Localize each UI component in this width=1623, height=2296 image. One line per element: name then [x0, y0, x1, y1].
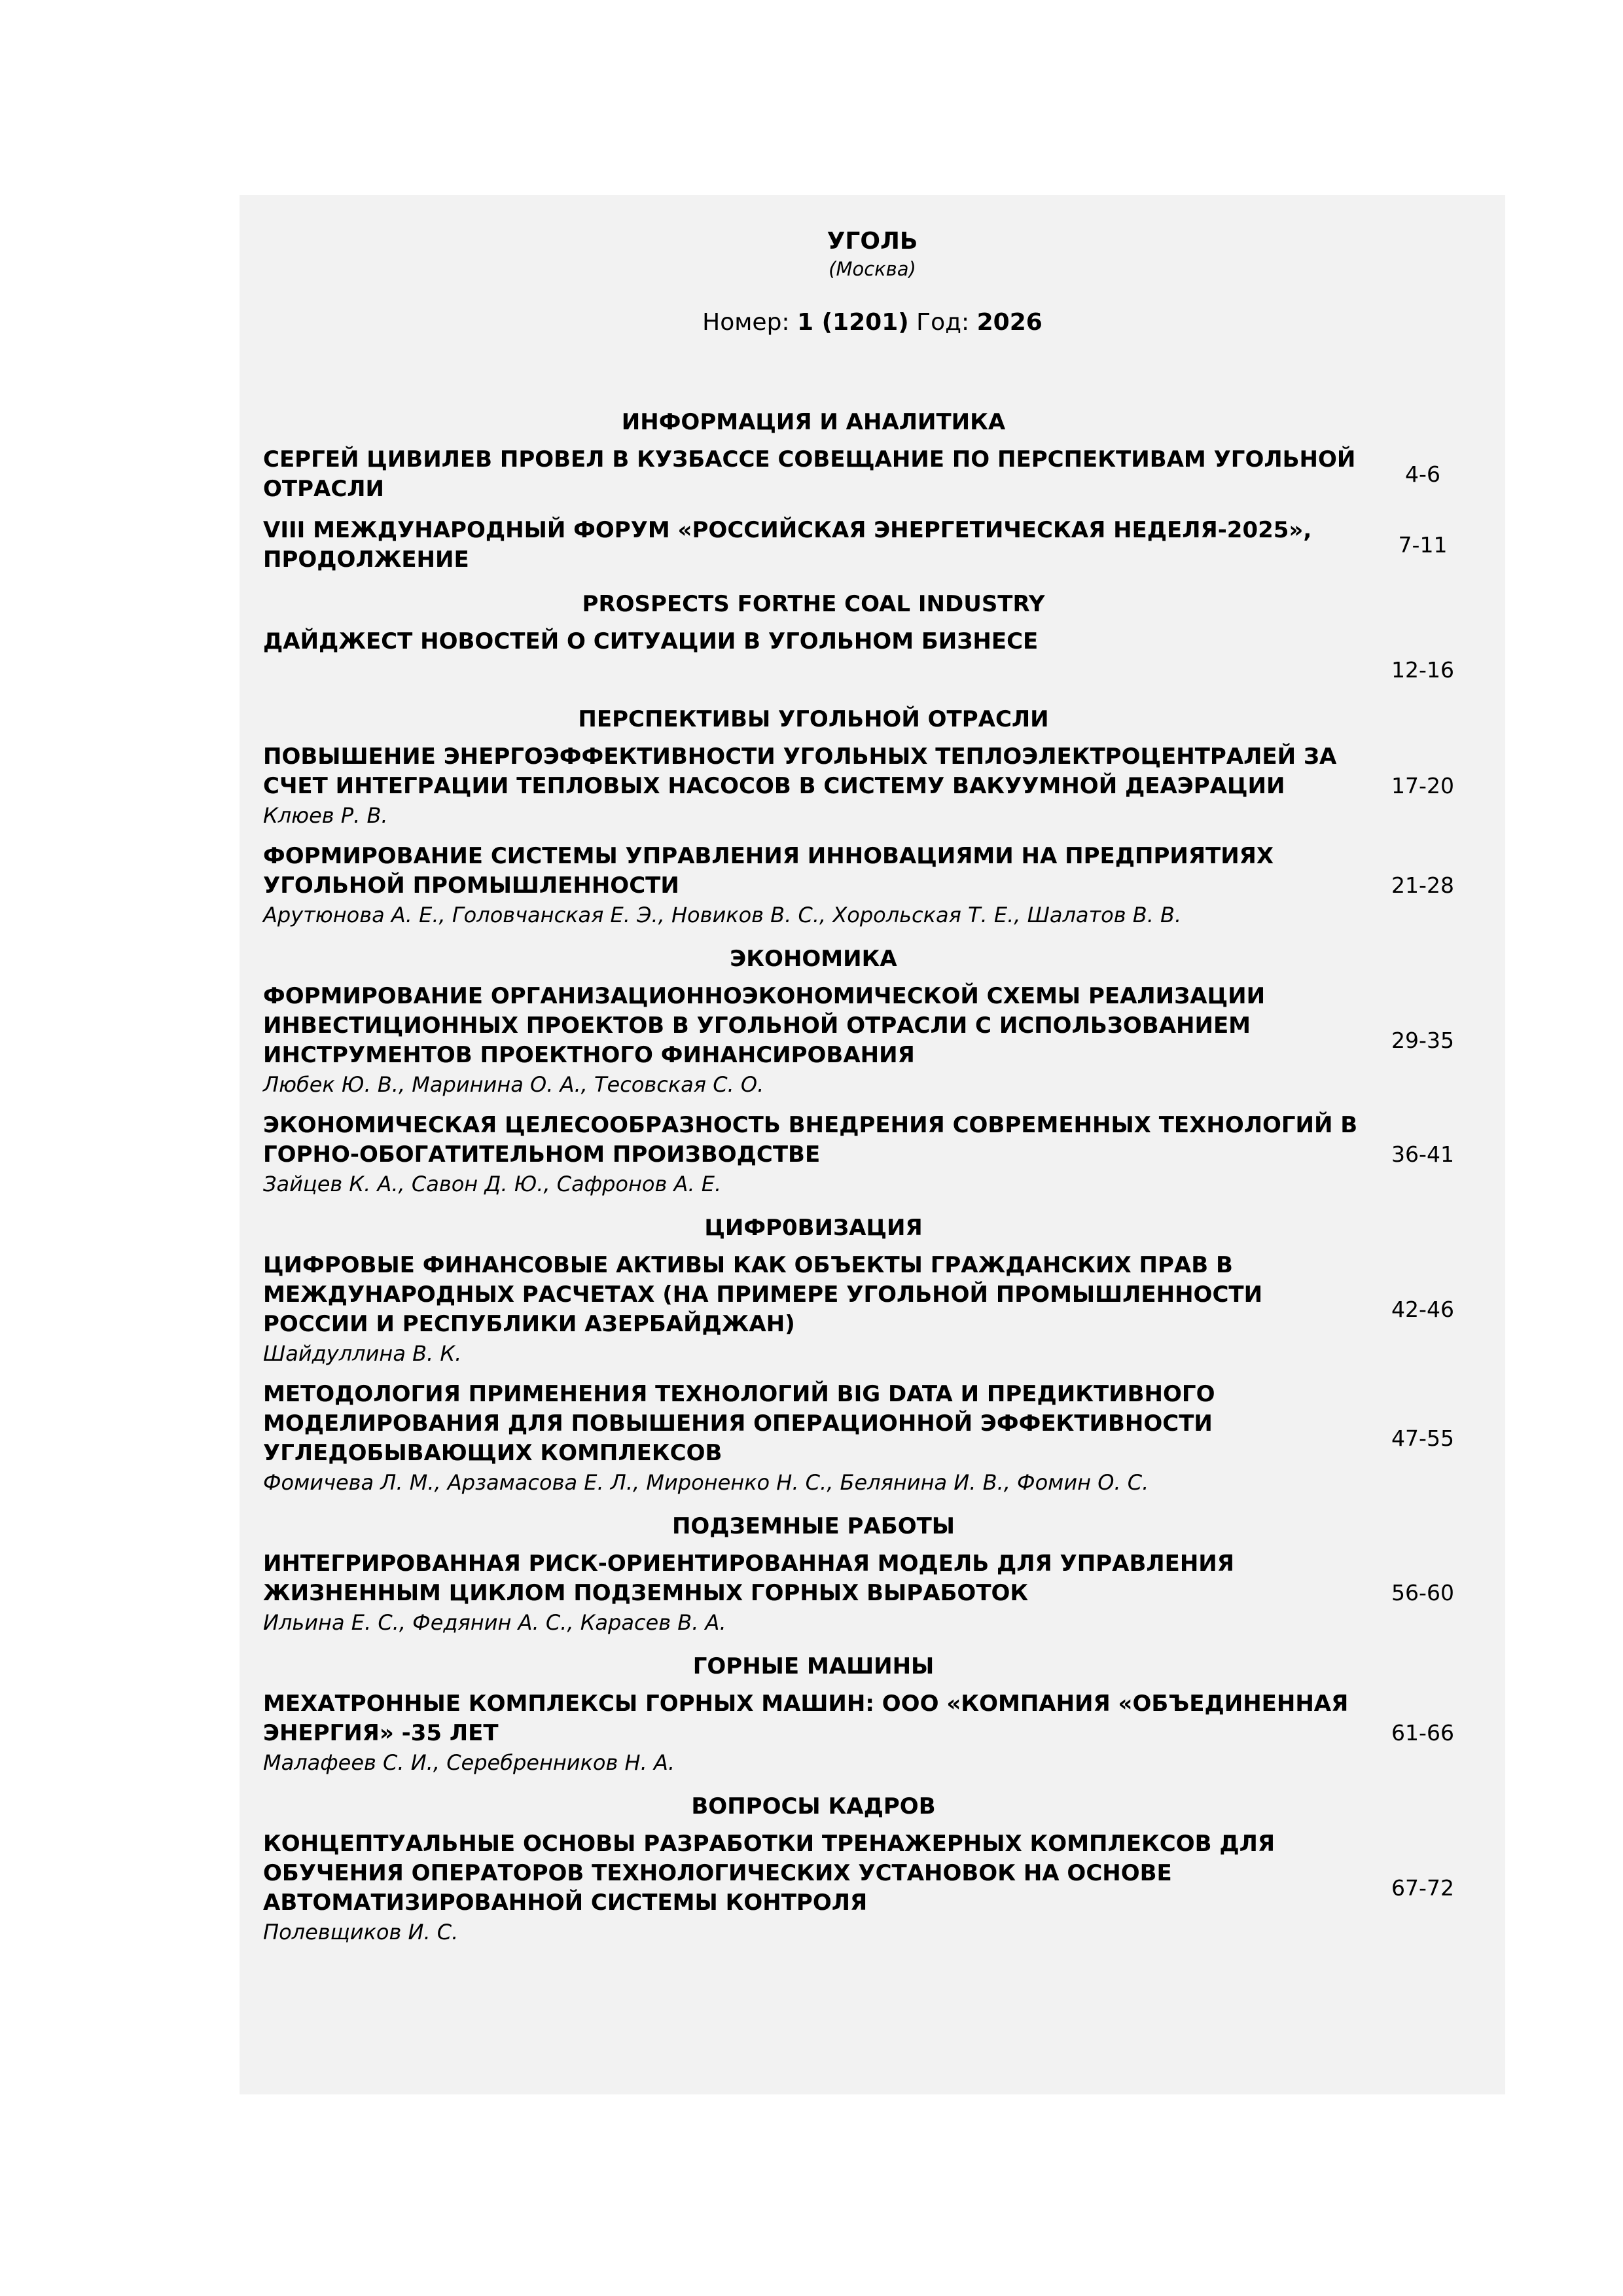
- article-entry[interactable]: [263, 1108, 1491, 1208]
- article-title[interactable]: ЭКОНОМИЧЕСКАЯ ЦЕЛЕСООБРАЗНОСТЬ ВНЕДРЕНИЯ СОВРЕМЕННЫХ ТЕХНОЛОГИЙ В ГОРНО-ОБОГАТИТЕЛЬНОМ ПРОИЗВОДСТВЕ: [263, 1112, 1358, 1168]
- article-pages: 17-20: [1391, 773, 1454, 798]
- article-pages: 7-11: [1398, 532, 1448, 558]
- section-heading: ИНФОРМАЦИЯ И АНАЛИТИКА: [621, 409, 1006, 435]
- article-title[interactable]: СЕРГЕЙ ЦИВИЛЕВ ПРОВЕЛ В КУЗБАССЕ СОВЕЩАНИЕ ПО ПЕРСПЕКТИВАМ УГОЛЬНОЙ ОТРАСЛИ: [263, 446, 1356, 502]
- article-entry[interactable]: [263, 1687, 1491, 1786]
- article-pages: 47-55: [1391, 1425, 1454, 1451]
- article-title[interactable]: ИНТЕГРИРОВАННАЯ РИСК-ОРИЕНТИРОВАННАЯ МОДЕЛЬ ДЛЯ УПРАВЛЕНИЯ ЖИЗНЕННЫМ ЦИКЛОМ ПОДЗЕМНЫХ ГОРНЫХ ВЫРАБОТОК: [263, 1551, 1234, 1606]
- table-of-contents: [263, 402, 1491, 1956]
- article-title[interactable]: ПОВЫШЕНИЕ ЭНЕРГОЭФФЕКТИВНОСТИ УГОЛЬНЫХ ТЕПЛОЭЛЕКТРОЦЕНТРАЛЕЙ ЗА СЧЕТ ИНТЕГРАЦИИ ТЕПЛОВЫХ НАСОСОВ В СИСТЕМУ ВАКУУМНОЙ ДЕАЭРАЦИИ: [263, 744, 1337, 799]
- article-title[interactable]: ЦИФРОВЫЕ ФИНАНСОВЫЕ АКТИВЫ КАК ОБЪЕКТЫ ГРАЖДАНСКИХ ПРАВ В МЕЖДУНАРОДНЫХ РАСЧЕТАХ (НА ПРИМЕРЕ УГОЛЬНОЙ ПРОМЫШЛЕННОСТИ РОССИИ И РЕСПУБЛИКИ АЗЕРБАЙДЖАН): [263, 1252, 1263, 1337]
- article-pages: 12-16: [1391, 657, 1454, 683]
- article-entry[interactable]: [263, 624, 1491, 699]
- article-title[interactable]: ДАЙДЖЕСТ НОВОСТЕЙ О СИТУАЦИИ В УГОЛЬНОМ БИЗНЕСЕ: [263, 628, 1039, 655]
- section-heading: ГОРНЫЕ МАШИНЫ: [692, 1653, 935, 1679]
- article-entry[interactable]: [263, 1827, 1491, 1956]
- article-entry[interactable]: [263, 979, 1491, 1108]
- issue-contents-panel: [240, 195, 1505, 2094]
- article-title[interactable]: МЕХАТРОННЫЕ КОМПЛЕКСЫ ГОРНЫХ МАШИН: ООО «КОМПАНИЯ «ОБЪЕДИНЕННАЯ ЭНЕРГИЯ» -35 ЛЕТ: [263, 1691, 1349, 1746]
- article-title[interactable]: КОНЦЕПТУАЛЬНЫЕ ОСНОВЫ РАЗРАБОТКИ ТРЕНАЖЕРНЫХ КОМПЛЕКСОВ ДЛЯ ОБУЧЕНИЯ ОПЕРАТОРОВ ТЕХНОЛОГИЧЕСКИХ УСТАНОВОК НА ОСНОВЕ АВТОМАТИЗИРОВАННОЙ СИСТЕМЫ КОНТРОЛЯ: [263, 1831, 1275, 1916]
- article-authors: Клюев Р. В.: [263, 803, 388, 828]
- journal-title: УГОЛЬ: [827, 228, 918, 255]
- article-entry[interactable]: [263, 740, 1491, 839]
- article-authors: Малафеев С. И., Серебренников Н. А.: [263, 1750, 675, 1775]
- article-title[interactable]: ФОРМИРОВАНИЕ ОРГАНИЗАЦИОННОЭКОНОМИЧЕСКОЙ СХЕМЫ РЕАЛИЗАЦИИ ИНВЕСТИЦИОННЫХ ПРОЕКТОВ В УГОЛЬНОЙ ОТРАСЛИ С ИСПОЛЬЗОВАНИЕМ ИНСТРУМЕНТОВ ПРОЕКТНОГО ФИНАНСИРОВАНИЯ: [263, 983, 1266, 1068]
- article-title[interactable]: МЕТОДОЛОГИЯ ПРИМЕНЕНИЯ ТЕХНОЛОГИЙ BIG DATA И ПРЕДИКТИВНОГО МОДЕЛИРОВАНИЯ ДЛЯ ПОВЫШЕНИЯ ОПЕРАЦИОННОЙ ЭФФЕКТИВНОСТИ УГЛЕДОБЫВАЮЩИХ КОМПЛЕКСОВ: [263, 1381, 1215, 1466]
- article-pages: 61-66: [1391, 1720, 1454, 1746]
- article-pages: 56-60: [1391, 1580, 1454, 1605]
- section-heading: ВОПРОСЫ КАДРОВ: [691, 1793, 936, 1820]
- section-heading: ПЕРСПЕКТИВЫ УГОЛЬНОЙ ОТРАСЛИ: [578, 706, 1049, 732]
- article-title[interactable]: ФОРМИРОВАНИЕ СИСТЕМЫ УПРАВЛЕНИЯ ИННОВАЦИЯМИ НА ПРЕДПРИЯТИЯХ УГОЛЬНОЙ ПРОМЫШЛЕННОСТИ: [263, 843, 1274, 899]
- article-entry[interactable]: [263, 1377, 1491, 1506]
- year-label: Год:: [916, 309, 970, 336]
- article-entry[interactable]: [263, 513, 1491, 584]
- section-heading: ЭКОНОМИКА: [730, 946, 897, 972]
- article-authors: Ильина Е. С., Федянин А. С., Карасев В. А.: [263, 1610, 726, 1635]
- issue-line: [240, 308, 1505, 338]
- article-authors: Фомичева Л. М., Арзамасова Е. Л., Мироненко Н. С., Белянина И. В., Фомин О. С.: [263, 1470, 1149, 1495]
- article-entry[interactable]: [263, 839, 1491, 939]
- issue-number: 1 (1201): [797, 309, 909, 336]
- article-pages: 67-72: [1391, 1874, 1454, 1901]
- issue-year: 2026: [976, 309, 1043, 336]
- article-entry[interactable]: [263, 1547, 1491, 1646]
- article-entry[interactable]: [263, 1248, 1491, 1377]
- journal-city: (Москва): [829, 258, 916, 280]
- article-authors: Арутюнова А. Е., Головчанская Е. Э., Новиков В. С., Хорольская Т. Е., Шалатов В. В.: [263, 903, 1182, 927]
- article-title[interactable]: VIII МЕЖДУНАРОДНЫЙ ФОРУМ «РОССИЙСКАЯ ЭНЕРГЕТИЧЕСКАЯ НЕДЕЛЯ-2025», ПРОДОЛЖЕНИЕ: [263, 517, 1312, 573]
- article-entry[interactable]: [263, 442, 1491, 513]
- section-heading: PROSPECTS FORTHE COAL INDUSTRY: [582, 591, 1045, 617]
- section-heading: ПОДЗЕМНЫЕ РАБОТЫ: [671, 1513, 955, 1539]
- article-authors: Шайдуллина В. К.: [263, 1341, 462, 1366]
- article-pages: 36-41: [1391, 1141, 1454, 1167]
- article-pages: 29-35: [1391, 1027, 1454, 1053]
- article-pages: 42-46: [1391, 1296, 1454, 1322]
- article-pages: 21-28: [1391, 872, 1454, 898]
- issue-label: Номер:: [702, 309, 790, 336]
- article-authors: Зайцев К. А., Савон Д. Ю., Сафронов А. Е.: [263, 1172, 722, 1196]
- article-authors: Полевщиков И. С.: [263, 1920, 459, 1945]
- article-authors: Любек Ю. В., Маринина О. А., Тесовская С. О.: [263, 1072, 764, 1097]
- article-pages: 4-6: [1405, 461, 1440, 487]
- section-heading: ЦИФР0ВИЗАЦИЯ: [704, 1215, 923, 1241]
